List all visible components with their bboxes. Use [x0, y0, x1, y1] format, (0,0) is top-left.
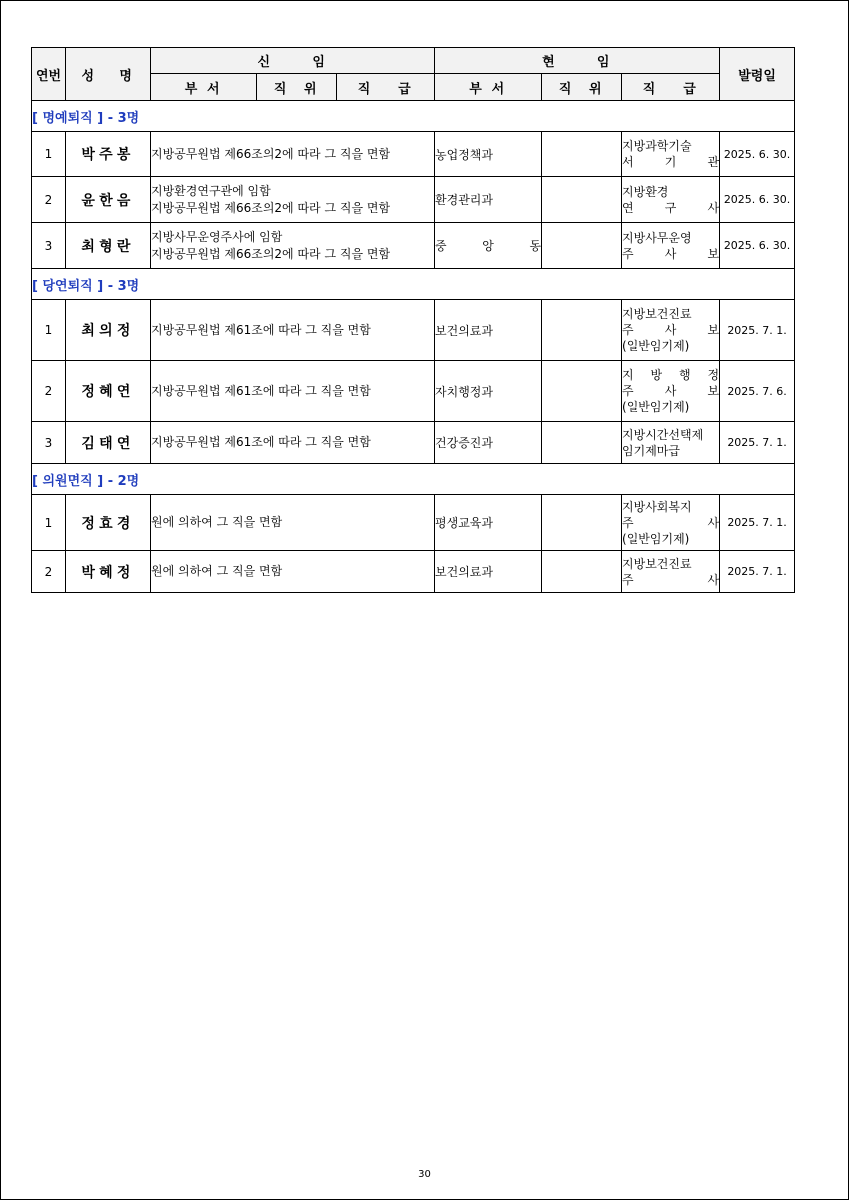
row-number: 3: [32, 422, 66, 464]
grade-line: 주 사: [622, 515, 720, 530]
reason-line: 지방사무운영주사에 임함: [151, 229, 283, 244]
section-title: [ 명예퇴직 ] - 3명: [32, 101, 795, 132]
personnel-table: [31, 47, 795, 593]
current-position: [542, 132, 622, 177]
current-dept: [435, 551, 542, 593]
new-post-reason: [151, 177, 435, 223]
current-position: [542, 361, 622, 422]
current-dept-text: 농업정책과: [435, 147, 493, 162]
current-dept: [435, 422, 542, 464]
header-new-dept: 부 서: [151, 74, 257, 101]
grade-line: (일반임기제): [622, 400, 690, 414]
table-row: [32, 132, 795, 177]
page-number: 30: [418, 1169, 431, 1180]
header-new-post: 신 임: [151, 48, 435, 74]
table-body: [32, 101, 795, 593]
grade-line: 지방사회복지: [622, 499, 692, 514]
row-number: 3: [32, 223, 66, 269]
current-grade: [622, 361, 720, 422]
table-row: [32, 422, 795, 464]
grade-line: 지방환경: [622, 184, 669, 199]
current-grade: [622, 223, 720, 269]
row-number: 1: [32, 495, 66, 551]
row-number: 2: [32, 551, 66, 593]
grade-line: 지방시간선택제: [622, 427, 704, 442]
current-dept-text: 중 앙 동: [435, 239, 542, 253]
header-cur-dept: 부 서: [435, 74, 542, 101]
section-title: [ 당연퇴직 ] - 3명: [32, 269, 795, 300]
grade-line: 지방보건진료: [622, 307, 692, 321]
current-dept: [435, 223, 542, 269]
grade-line: 지방과학기술: [622, 139, 692, 153]
row-number: 1: [32, 132, 66, 177]
person-name: 윤한음: [66, 177, 151, 223]
current-position: [542, 551, 622, 593]
current-grade: [622, 551, 720, 593]
appointment-date: 2025. 6. 30.: [720, 132, 795, 177]
grade-line: 연 구 사: [622, 200, 720, 215]
section-row: [32, 101, 795, 132]
reason-line: 지방공무원법 제61조에 따라 그 직을 면함: [151, 435, 371, 449]
header-name: 성 명: [66, 48, 151, 101]
grade-line: 주 사 보: [622, 384, 720, 398]
new-post-reason: [151, 422, 435, 464]
current-grade: [622, 132, 720, 177]
current-dept-text: 환경관리과: [435, 193, 493, 207]
appointment-date: 2025. 6. 30.: [720, 223, 795, 269]
header-date: 발령일: [720, 48, 795, 101]
header-cur-position: 직 위: [542, 74, 622, 101]
appointment-date: 2025. 7. 1.: [720, 495, 795, 551]
header-cur-grade: 직 급: [622, 74, 720, 101]
current-position: [542, 422, 622, 464]
grade-line: (일반임기제): [622, 339, 690, 353]
header-current-post: 현 임: [435, 48, 720, 74]
grade-line: 서 기 관: [622, 155, 720, 169]
current-dept: [435, 132, 542, 177]
current-dept: [435, 177, 542, 223]
appointment-date: 2025. 7. 1.: [720, 551, 795, 593]
new-post-reason: [151, 495, 435, 551]
current-position: [542, 223, 622, 269]
section-row: [32, 269, 795, 300]
reason-line: 지방공무원법 제61조에 따라 그 직을 면함: [151, 322, 371, 337]
current-position: [542, 177, 622, 223]
current-position: [542, 300, 622, 361]
current-dept-text: 보건의료과: [435, 565, 493, 579]
appointment-date: 2025. 7. 1.: [720, 422, 795, 464]
table-row: [32, 361, 795, 422]
grade-line: (일반임기제): [622, 531, 690, 546]
row-number: 1: [32, 300, 66, 361]
new-post-reason: [151, 300, 435, 361]
table-row: [32, 223, 795, 269]
person-name: 김태연: [66, 422, 151, 464]
reason-line: 원에 의하여 그 직을 면함: [151, 564, 283, 578]
new-post-reason: [151, 132, 435, 177]
person-name: 박주봉: [66, 132, 151, 177]
appointment-date: 2025. 6. 30.: [720, 177, 795, 223]
current-dept-text: 자치행정과: [435, 384, 493, 399]
new-post-reason: [151, 551, 435, 593]
grade-line: 지방사무운영: [622, 230, 692, 245]
person-name: 최의정: [66, 300, 151, 361]
grade-line: 지 방 행 정: [622, 368, 720, 382]
reason-line: 지방공무원법 제61조에 따라 그 직을 면함: [151, 383, 371, 398]
section-row: [32, 464, 795, 495]
appointment-date: 2025. 7. 6.: [720, 361, 795, 422]
table-row: [32, 177, 795, 223]
current-dept-text: 건강증진과: [435, 436, 493, 450]
current-grade: [622, 422, 720, 464]
grade-line: 주 사 보: [622, 246, 720, 261]
current-dept: [435, 361, 542, 422]
new-post-reason: [151, 361, 435, 422]
current-dept-text: 평생교육과: [435, 516, 493, 530]
appointment-date: 2025. 7. 1.: [720, 300, 795, 361]
table-row: [32, 300, 795, 361]
person-name: 정혜연: [66, 361, 151, 422]
reason-line: 지방환경연구관에 임함: [151, 183, 271, 198]
header-new-grade: 직 급: [337, 74, 435, 101]
reason-line: 원에 의하여 그 직을 면함: [151, 515, 283, 529]
current-grade: [622, 300, 720, 361]
section-title: [ 의원면직 ] - 2명: [32, 464, 795, 495]
current-position: [542, 495, 622, 551]
new-post-reason: [151, 223, 435, 269]
current-grade: [622, 495, 720, 551]
row-number: 2: [32, 361, 66, 422]
current-dept-text: 보건의료과: [435, 323, 493, 338]
grade-line: 주 사: [622, 572, 720, 587]
table-row: [32, 495, 795, 551]
current-grade: [622, 177, 720, 223]
person-name: 최형란: [66, 223, 151, 269]
person-name: 정효경: [66, 495, 151, 551]
current-dept: [435, 495, 542, 551]
grade-line: 지방보건진료: [622, 556, 692, 571]
current-dept: [435, 300, 542, 361]
grade-line: 주 사 보: [622, 323, 720, 337]
row-number: 2: [32, 177, 66, 223]
header-no: 연번: [32, 48, 66, 101]
header-new-position: 직 위: [257, 74, 337, 101]
grade-line: 임기제마급: [622, 443, 680, 458]
reason-line: 지방공무원법 제66조의2에 따라 그 직을 면함: [151, 200, 391, 215]
reason-line: 지방공무원법 제66조의2에 따라 그 직을 면함: [151, 246, 391, 261]
person-name: 박혜정: [66, 551, 151, 593]
reason-line: 지방공무원법 제66조의2에 따라 그 직을 면함: [151, 146, 391, 161]
table-row: [32, 551, 795, 593]
